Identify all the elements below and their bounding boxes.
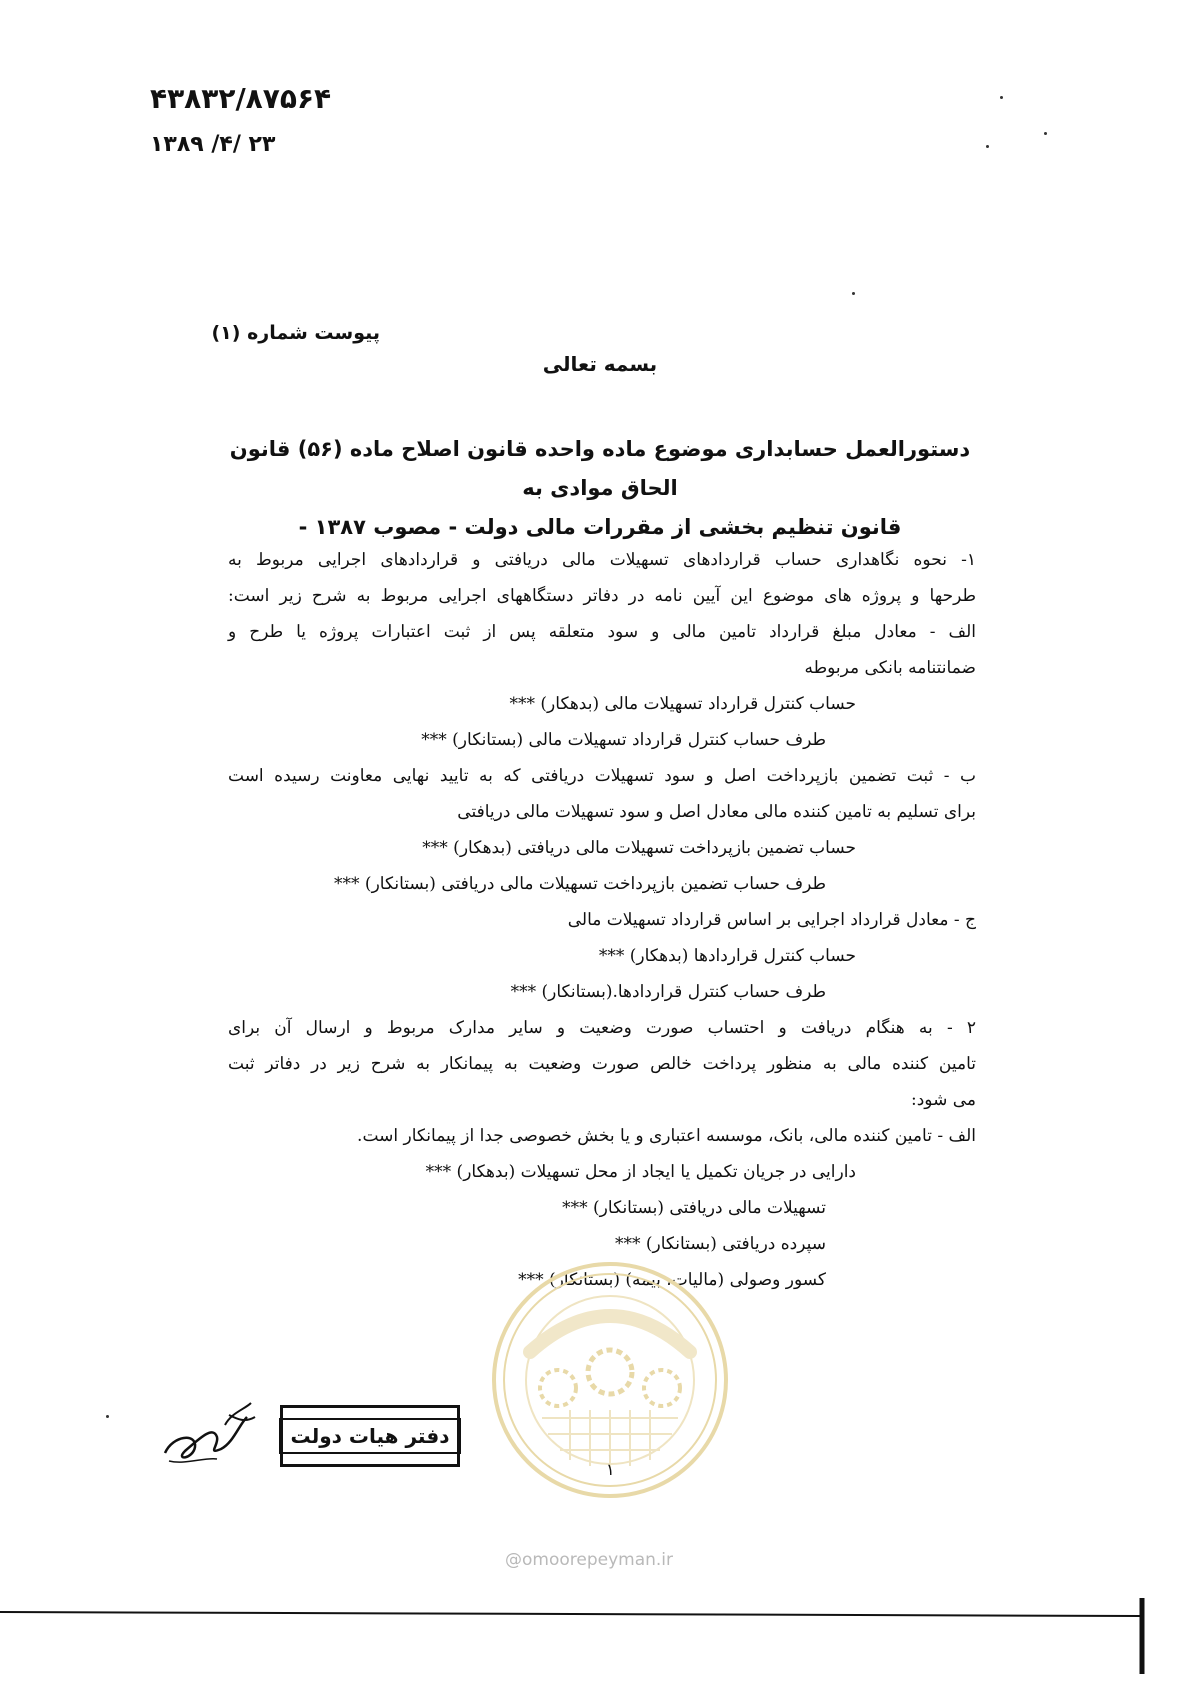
page-number: ۱	[606, 1460, 615, 1479]
title-line-1: دستورالعمل حسابداری موضوع ماده واحده قانون اصلاح ماده (۵۶) قانون الحاق موادی به	[229, 437, 971, 500]
section-2-entry-3: سپرده دریافتی (بستانکار) ***	[614, 1234, 826, 1254]
item-b-entry-debit: حساب تضمین بازپرداخت تسهیلات مالی دریافتی (بدهکار) ***	[422, 838, 856, 858]
scan-speck	[852, 292, 855, 295]
handwritten-signature	[155, 1395, 265, 1475]
section-2-line-1: ۲ - به هنگام دریافت و احتساب صورت وضعیت و سایر مدارک مربوط و ارسال آن برای	[228, 1018, 976, 1038]
section-2-line-3: می شود:	[910, 1090, 976, 1110]
title-line-2: قانون تنظیم بخشی از مقررات مالی دولت - مصوب ۱۳۸۷ -	[298, 515, 902, 539]
section-2-item-a: الف - تامین کننده مالی، بانک، موسسه اعتباری و یا بخش خصوصی جدا از پیمانکار است.	[357, 1126, 976, 1146]
bismillah-heading: بسمه تعالی	[542, 352, 658, 376]
item-b-line-2: برای تسلیم به تامین کننده مالی معادل اصل و سود تسهیلات مالی دریافتی	[457, 802, 976, 822]
section-2-entry-1: دارایی در جریان تکمیل یا ایجاد از محل تسهیلات (بدهکار) ***	[425, 1162, 856, 1182]
section-2-line-2: تامین کننده مالی به منظور پرداخت خالص صورت وضعیت به پیمانکار به شرح زیر در دفاتر ثبت	[228, 1054, 976, 1074]
item-a-entry-credit: طرف حساب کنترل قرارداد تسهیلات مالی (بستانکار) ***	[421, 730, 826, 750]
item-a-entry-debit: حساب کنترل قرارداد تسهیلات مالی (بدهکار) ***	[509, 694, 856, 714]
section-1-line-2: طرحها و پروژه های موضوع این آیین نامه در دفاتر دستگاههای اجرایی مربوط به شرح زیر است:	[228, 586, 976, 606]
section-2-entry-4: کسور وصولی (مالیات، بیمه) (بستانکار) ***	[518, 1270, 826, 1290]
section-2-entry-2: تسهیلات مالی دریافتی (بستانکار) ***	[562, 1198, 826, 1218]
document-body	[228, 542, 976, 1298]
reference-date: ۱۳۸۹ /۴/ ۲۳	[150, 132, 276, 157]
item-b-line-1: ب - ثبت تضمین بازپرداخت اصل و سود تسهیلات دریافتی که به تایید نهایی معاونت رسیده است	[228, 766, 976, 786]
government-office-stamp	[280, 1405, 460, 1467]
scan-speck	[1044, 132, 1047, 135]
reference-number: ۴۳۸۳۲/۸۷۵۶۴	[150, 82, 332, 115]
item-a-line-2: ضمانتنامه بانکی مربوطه	[804, 658, 976, 678]
section-1-line-1: ۱- نحوه نگاهداری حساب قراردادهای تسهیلات مالی دریافتی و قراردادهای اجرایی مربوط به	[228, 550, 976, 570]
item-c-entry-debit: حساب کنترل قراردادها (بدهکار) ***	[598, 946, 856, 966]
annex-label: پیوست شماره (۱)	[211, 322, 380, 344]
item-c-line-1: ج - معادل قرارداد اجرایی بر اساس قرارداد تسهیلات مالی	[567, 910, 976, 930]
scan-speck	[986, 145, 989, 148]
scan-speck	[1000, 96, 1003, 99]
item-b-entry-credit: طرف حساب تضمین بازپرداخت تسهیلات مالی دریافتی (بستانکار) ***	[334, 874, 826, 894]
item-a-line-1: الف - معادل مبلغ قرارداد تامین مالی و سود متعلقه پس از ثبت اعتبارات پروژه یا طرح و	[228, 622, 976, 642]
item-c-entry-credit: طرف حساب کنترل قراردادها.(بستانکار) ***	[510, 982, 826, 1002]
document-title	[220, 430, 980, 547]
scan-speck	[106, 1415, 109, 1418]
stamp-label: دفتر هیات دولت	[279, 1418, 462, 1454]
scan-edge-line	[0, 1598, 1190, 1678]
watermark-url: @omoorepeyman.ir	[505, 1550, 674, 1570]
